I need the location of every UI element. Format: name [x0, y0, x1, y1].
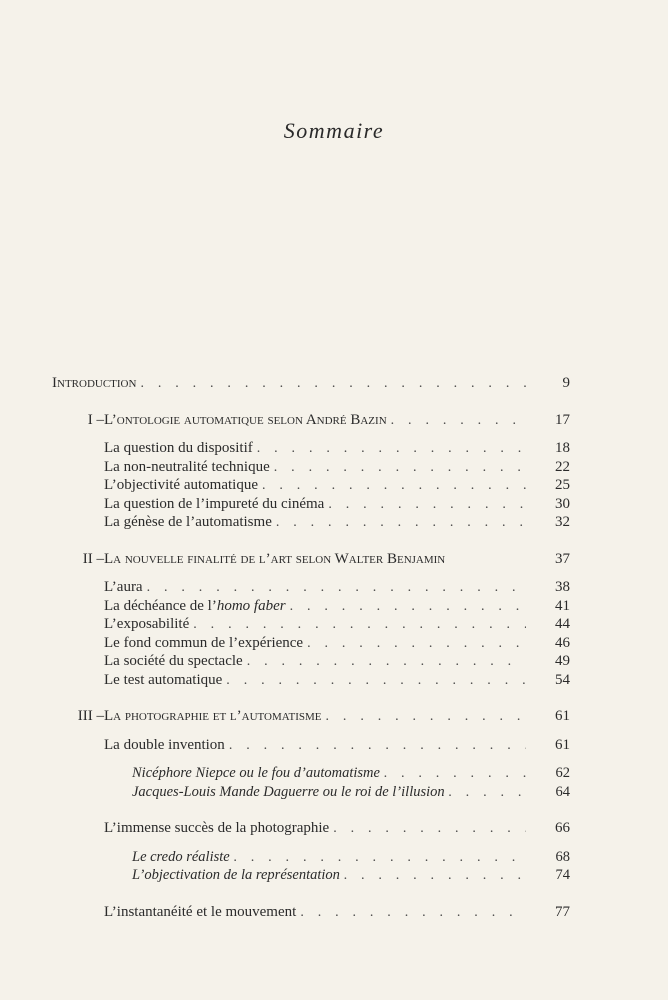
leader-dots — [391, 412, 526, 431]
toc-entry[interactable] — [104, 634, 570, 653]
toc-page: 62 — [555, 765, 570, 781]
toc-label: Le fond commun de l’expérience — [104, 634, 304, 651]
leader-dots — [247, 653, 526, 672]
toc-page: 38 — [555, 579, 570, 595]
toc-entry[interactable] — [104, 458, 570, 477]
toc-label: L’objectivation de la représentation — [132, 867, 340, 883]
toc-page: 44 — [555, 616, 570, 632]
toc-page: 68 — [555, 848, 570, 865]
toc-page: 37 — [555, 550, 570, 567]
toc-entry[interactable] — [104, 671, 570, 690]
chapter-title: L’ontologie automatique selon André Bazin — [104, 411, 387, 428]
leader-dots — [147, 579, 526, 598]
chapter-number: I – — [87, 411, 104, 428]
toc-entry[interactable] — [104, 578, 570, 597]
toc-label: Jacques-Louis Mande Daguerre ou le roi de l’illusion — [132, 783, 445, 800]
leader-dots — [384, 765, 526, 784]
toc-entry[interactable] — [104, 615, 570, 634]
toc-chapter-1[interactable] — [52, 411, 570, 430]
toc-section[interactable] — [104, 903, 570, 922]
toc-label: La question du dispositif — [104, 440, 253, 456]
toc-entry[interactable] — [104, 495, 570, 514]
toc-page: 77 — [555, 903, 570, 920]
table-of-contents — [52, 374, 570, 921]
leader-dots — [193, 616, 526, 635]
leader-dots — [449, 784, 526, 803]
leader-dots — [290, 598, 526, 617]
toc-label: L’aura — [104, 579, 143, 595]
toc-chapter-3[interactable] — [52, 707, 570, 726]
leader-dots — [234, 849, 526, 868]
toc-page: 17 — [555, 411, 570, 428]
toc-label: L’immense succès de la photographie — [104, 820, 330, 836]
toc-subsection[interactable] — [132, 764, 570, 783]
toc-page: 49 — [555, 653, 570, 669]
leader-dots — [300, 904, 526, 923]
toc-page: 46 — [555, 634, 570, 651]
toc-entry[interactable] — [104, 439, 570, 458]
toc-page: 22 — [555, 458, 570, 475]
leader-dots — [333, 820, 526, 839]
toc-label: La non-neutralité technique — [104, 458, 270, 475]
toc-subsection[interactable] — [132, 848, 570, 867]
toc-label: L’objectivité automatique — [104, 477, 258, 493]
toc-page: 74 — [555, 867, 570, 883]
chapter-title: La photographie et l’automatisme — [104, 708, 322, 724]
toc-subsection[interactable] — [132, 783, 570, 802]
toc-label: L’exposabilité — [104, 616, 190, 632]
toc-page: 18 — [555, 440, 570, 456]
toc-page: 30 — [555, 495, 570, 512]
toc-label: La question de l’impureté du cinéma — [104, 495, 325, 512]
toc-entry-introduction[interactable] — [52, 374, 570, 393]
leader-dots — [262, 477, 526, 496]
toc-entry[interactable] — [104, 597, 570, 616]
leader-dots — [274, 459, 526, 478]
toc-label: Nicéphore Niepce ou le fou d’automatisme — [132, 765, 380, 781]
toc-page: 54 — [555, 671, 570, 688]
toc-page: 25 — [555, 477, 570, 493]
toc-page: 64 — [555, 783, 570, 800]
toc-page: 66 — [555, 820, 570, 836]
toc-label: La déchéance de l’homo faber — [104, 597, 286, 614]
toc-subsection[interactable] — [132, 866, 570, 885]
toc-page: 41 — [555, 597, 570, 614]
toc-entry[interactable] — [104, 513, 570, 532]
toc-label: La société du spectacle — [104, 653, 243, 669]
leader-dots — [307, 635, 526, 654]
toc-label: Introduction — [52, 375, 137, 391]
toc-label: Le test automatique — [104, 671, 223, 688]
chapter-number: II – — [82, 550, 104, 567]
toc-chapter-2[interactable] — [52, 550, 570, 569]
page-title: Sommaire — [283, 118, 385, 143]
toc-page: 32 — [555, 514, 570, 530]
toc-page: 61 — [555, 708, 570, 724]
leader-dots — [257, 440, 526, 459]
toc-page: 61 — [555, 736, 570, 753]
toc-label: Le credo réaliste — [132, 848, 230, 865]
toc-label: La double invention — [104, 736, 225, 753]
chapter-number: III – — [77, 708, 104, 724]
toc-label: L’instantanéité et le mouvement — [104, 903, 297, 920]
toc-section[interactable] — [104, 819, 570, 838]
chapter-title: La nouvelle finalité de l’art selon Walter Benjamin — [104, 550, 446, 567]
toc-page: 9 — [562, 375, 570, 391]
leader-dots — [140, 375, 526, 394]
leader-dots — [229, 737, 526, 756]
toc-section[interactable] — [104, 736, 570, 755]
toc-entry[interactable] — [104, 652, 570, 671]
leader-dots — [226, 672, 526, 691]
toc-entry[interactable] — [104, 476, 570, 495]
leader-dots — [328, 496, 526, 515]
leader-dots — [326, 708, 526, 727]
leader-dots — [344, 867, 526, 886]
leader-dots — [276, 514, 526, 533]
toc-label: La génèse de l’automatisme — [104, 514, 272, 530]
